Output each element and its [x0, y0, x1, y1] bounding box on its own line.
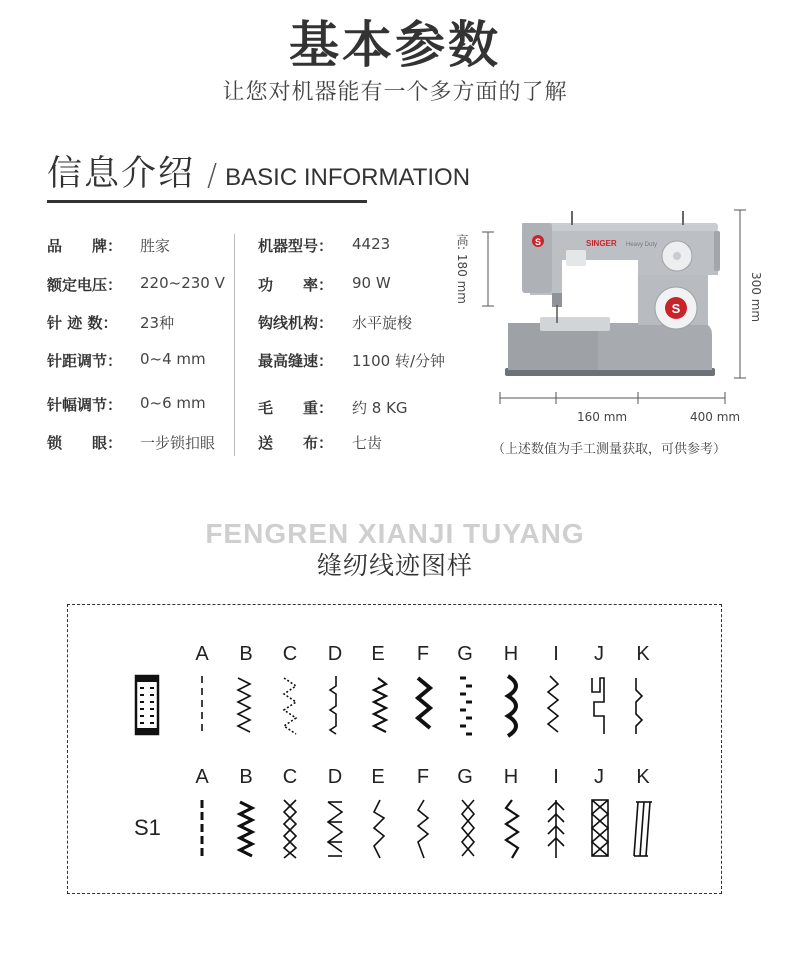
stitch-row1-h-icon	[508, 676, 516, 736]
stitch-row2-letter-j: J	[594, 766, 604, 788]
dim-width-label: 400 mm	[690, 410, 741, 424]
spec-label-voltage: 额定电压：	[47, 276, 123, 294]
page-subtitle: 让您对机器能有一个多方面的了解	[222, 80, 568, 105]
stitch-row1-letter-d: D	[327, 643, 343, 665]
stitch-row2-e-icon	[374, 800, 384, 858]
stitch-row1-letter-a: A	[195, 643, 209, 665]
stitch-row2-letter-g: G	[457, 766, 473, 788]
spec-value-feed: 七齿	[352, 434, 383, 452]
spec-label-max-speed: 最高缝速：	[258, 352, 334, 370]
machine-logo-letter: S	[534, 237, 542, 247]
stitch-row2-letter-d: D	[327, 766, 343, 788]
section-title-en: BASIC INFORMATION	[225, 164, 471, 191]
stitch-section-title: 缝纫线迹图样	[316, 551, 473, 580]
stitch-row2-j-icon	[592, 800, 608, 856]
stitch-row2-letter-b: B	[239, 766, 253, 788]
buttonhole-stitch-icon	[134, 674, 160, 736]
stitch-row2-label: S1	[134, 815, 161, 840]
stitch-row2-h-icon	[506, 800, 518, 858]
spec-label-weight: 毛 重：	[258, 399, 334, 417]
dimension-lines	[470, 200, 780, 420]
stitch-row1-d-icon	[330, 676, 336, 734]
stitch-row1-i-icon	[548, 676, 558, 732]
stitch-row2-letter-i: I	[553, 766, 559, 788]
section-heading	[47, 146, 470, 192]
spec-label-power: 功 率：	[258, 276, 334, 294]
stitch-row2-letter-a: A	[195, 766, 209, 788]
stitch-row1-letter-h: H	[503, 643, 519, 665]
stitch-row1-letter-i: I	[553, 643, 559, 665]
dim-height-label: 高: 180 mm	[455, 234, 469, 304]
stitch-row1-c-icon	[284, 678, 296, 734]
machine-brand-logo: SINGER	[586, 239, 617, 248]
spec-label-model: 机器型号：	[258, 237, 334, 255]
stitch-row2-c-icon	[284, 800, 296, 858]
stitch-row2-f-icon	[418, 800, 428, 858]
stitch-row1-f-icon	[418, 678, 430, 728]
spec-label-brand: 品 牌：	[47, 237, 123, 255]
spec-label-stitch-width: 针幅调节：	[47, 396, 123, 414]
stitch-row2-letter-f: F	[416, 766, 430, 788]
stitch-row1-e-icon	[374, 678, 386, 732]
stitch-row2-glyphs	[190, 798, 660, 860]
stitch-row1-letter-c: C	[282, 643, 298, 665]
spec-value-stitch-length: 0~4 mm	[140, 350, 206, 368]
spec-label-buttonhole: 锁 眼：	[47, 434, 123, 452]
stitch-row2-letter-h: H	[503, 766, 519, 788]
spec-value-brand: 胜家	[140, 237, 171, 255]
stitch-row1-letter-e: E	[371, 643, 385, 665]
dim-total-height-label: 300 mm	[749, 272, 763, 323]
stitch-row1-letter-k: K	[636, 643, 650, 665]
stitch-row2-letter-k: K	[636, 766, 650, 788]
stitch-row1-j-icon	[592, 678, 604, 734]
stitch-watermark: FENGREN XIANJI TUYANG	[205, 518, 585, 549]
spec-label-feed: 送 布：	[258, 434, 334, 452]
stitch-row1-g-icon	[460, 678, 472, 734]
machine-model-badge: Heavy Duty	[626, 242, 658, 248]
dial-logo-letter: S	[671, 301, 681, 316]
spec-label-stitch-length: 针距调节：	[47, 352, 123, 370]
stitch-row1-letter-b: B	[239, 643, 253, 665]
stitch-row2-k-icon	[634, 802, 652, 856]
stitch-row2-g-icon	[462, 800, 474, 856]
spec-value-hook: 水平旋梭	[352, 314, 413, 332]
section-slash: /	[207, 158, 218, 193]
spec-divider	[234, 234, 235, 456]
spec-value-stitch-width: 0~6 mm	[140, 394, 206, 412]
stitch-row1-letter-g: G	[457, 643, 473, 665]
spec-value-max-speed: 1100 转/分钟	[352, 352, 445, 370]
spec-value-power: 90 W	[352, 274, 391, 292]
spec-label-hook: 钩线机构：	[258, 314, 334, 332]
section-title-cn: 信息介绍	[47, 154, 196, 194]
dim-depth-label: 160 mm	[577, 410, 628, 424]
stitch-row2-letter-e: E	[371, 766, 385, 788]
spec-value-stitch-count: 23种	[140, 314, 175, 332]
stitch-row1-letter-j: J	[594, 643, 604, 665]
measurement-note: （上述数值为手工测量获取，可供参考）	[492, 442, 727, 457]
stitch-row2-b-icon	[240, 802, 252, 856]
spec-value-voltage: 220~230 V	[140, 274, 225, 292]
stitch-row1-letter-f: F	[416, 643, 430, 665]
stitch-row2-i-icon	[548, 800, 564, 858]
page-title: 基本参数	[289, 16, 501, 74]
spec-value-weight: 约 8 KG	[352, 399, 408, 417]
spec-value-buttonhole: 一步锁扣眼	[140, 434, 216, 452]
stitch-row1-b-icon	[238, 678, 250, 732]
stitch-row2-letter-c: C	[282, 766, 298, 788]
stitch-row1-k-icon	[636, 678, 642, 734]
spec-value-model: 4423	[352, 235, 391, 253]
stitch-row2-d-icon	[328, 802, 342, 856]
section-underline	[47, 200, 367, 203]
stitch-row1-glyphs	[190, 674, 660, 738]
spec-label-stitch-count: 针 迹 数：	[47, 314, 118, 332]
